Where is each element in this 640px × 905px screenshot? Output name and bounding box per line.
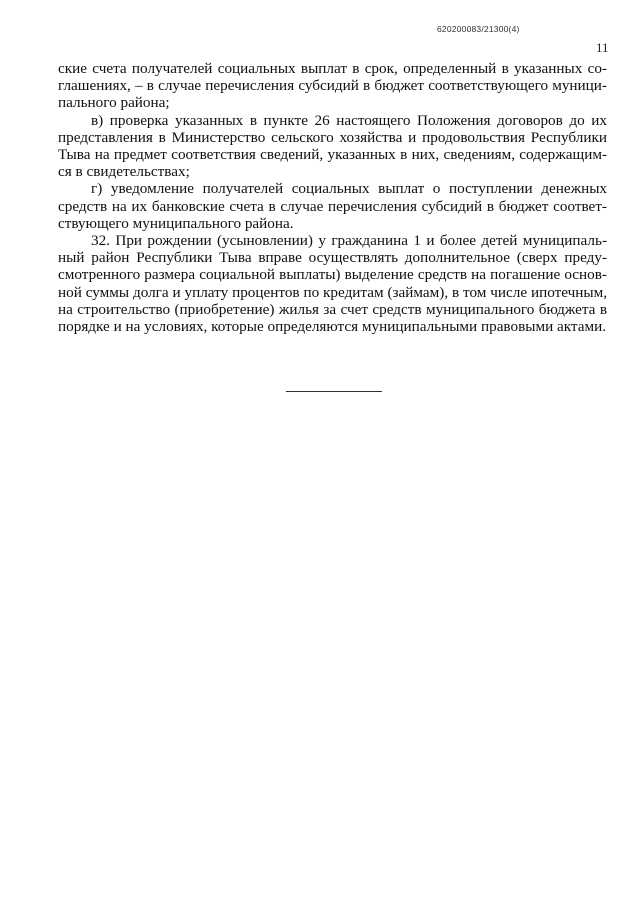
text-line: на строительство (приобретение) жилья за счет средств муниципального бюджета в (58, 300, 607, 318)
text-line: 32. При рождении (усыновлении) у гражданина 1 и более детей муниципаль- (91, 232, 607, 250)
text-line: в) проверка указанных в пункте 26 настоящего Положения договоров до их (91, 111, 607, 129)
end-divider (286, 391, 382, 392)
document-code: 620200083/21300(4) (437, 24, 520, 34)
text-line: смотренного размера социальной выплаты) выделение средств на погашение основ- (58, 266, 607, 284)
text-line: г) уведомление получателей социальных выплат о поступлении денежных (91, 180, 607, 198)
text-line: представления в Министерство сельского хозяйства и продовольствия Республики (58, 128, 607, 146)
text-line: глашениях, – в случае перечисления субсидий в бюджет соответствующего муници- (58, 77, 607, 95)
text-line: Тыва на предмет соответствия сведений, указанных в них, сведениям, содержащим- (58, 146, 607, 164)
text-line: ной суммы долга и уплату процентов по кредитам (займам), в том числе ипотечным, (58, 283, 607, 301)
document-body (58, 60, 607, 335)
text-line: ствующего муниципального района. (58, 214, 294, 232)
page-number: 11 (596, 40, 609, 55)
text-line: средств на их банковские счета в случае перечисления субсидий в бюджет соответ- (58, 197, 607, 215)
text-line: ный район Республики Тыва вправе осуществлять дополнительное (сверх преду- (58, 249, 607, 267)
text-line: ские счета получателей социальных выплат в срок, определенный в указанных со- (58, 60, 607, 77)
text-line: пального района; (58, 94, 170, 112)
text-line: ся в свидетельствах; (58, 163, 190, 181)
text-line: порядке и на условиях, которые определяются муниципальными правовыми актами. (58, 318, 607, 336)
